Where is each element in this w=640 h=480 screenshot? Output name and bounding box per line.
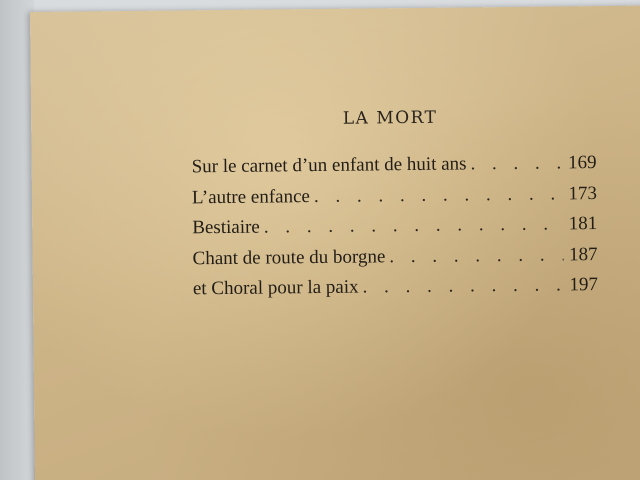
toc-entry-page: 197 — [569, 274, 598, 296]
toc-entry — [192, 183, 597, 218]
section-heading: LA MORT — [342, 107, 438, 129]
toc-entry-title: L’autre enfance — [191, 185, 311, 208]
toc-entry — [192, 244, 597, 279]
toc-entry-title: Bestiaire — [192, 216, 260, 239]
toc-entry-page: 173 — [568, 182, 598, 204]
toc-leader-dots — [314, 183, 563, 208]
toc-leader-dots — [264, 213, 563, 238]
toc-entry-page: 169 — [567, 152, 597, 174]
toc-entry-page: 181 — [568, 213, 598, 235]
toc-leader-dots — [362, 274, 563, 298]
toc-leader-dots — [389, 244, 563, 268]
toc-entry — [192, 213, 597, 248]
toc-entry-title: Chant de route du borgne — [192, 245, 386, 269]
toc-entry-title: et Choral pour la paix — [192, 276, 359, 300]
table-of-contents — [192, 152, 599, 309]
toc-leader-dots — [470, 152, 562, 175]
toc-entry-page: 187 — [568, 243, 598, 265]
toc-entry — [192, 152, 597, 187]
book-page — [30, 6, 640, 480]
toc-entry-title: Sur le carnet d’un enfant de huit ans — [191, 153, 467, 178]
background-surface — [0, 0, 34, 480]
toc-entry — [193, 274, 598, 309]
